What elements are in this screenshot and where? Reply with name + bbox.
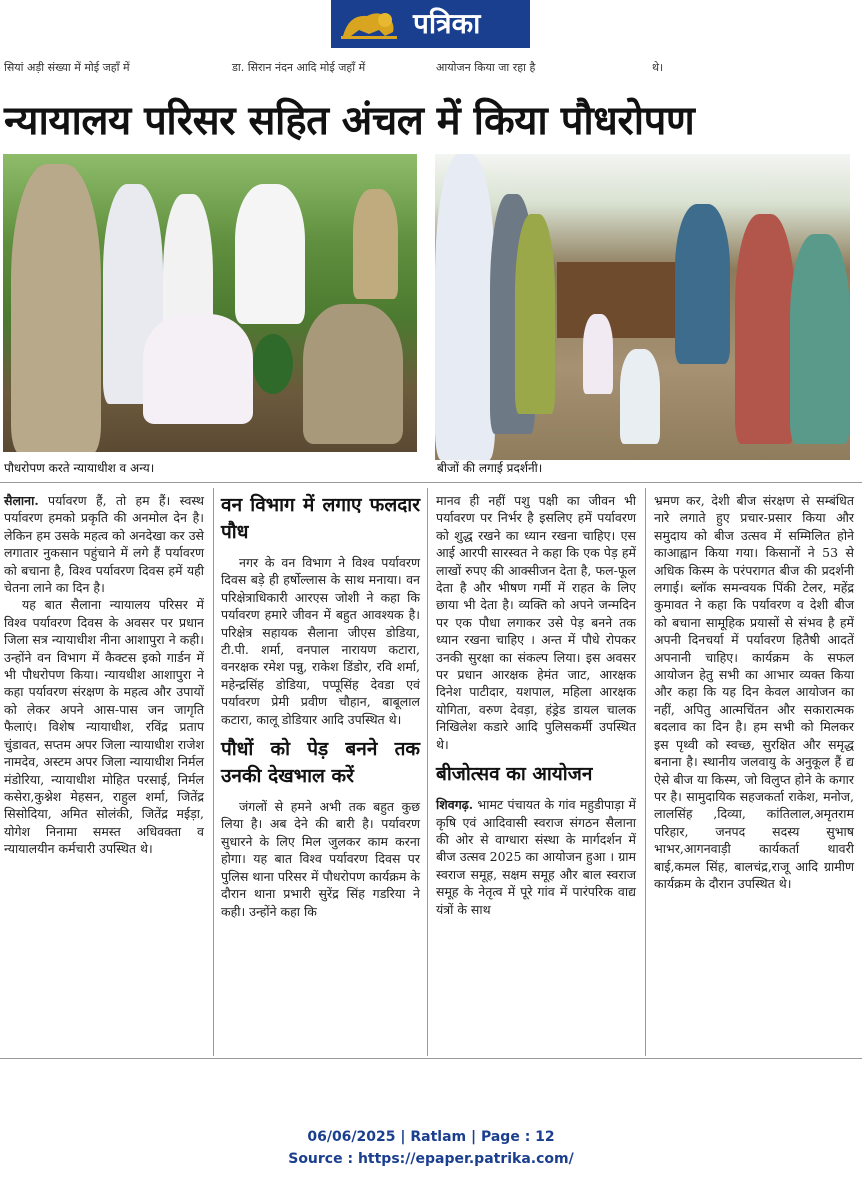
- person-figure: [11, 164, 101, 452]
- subheading: बीजोत्सव का आयोजन: [436, 763, 593, 786]
- strip-text: सियां अड़ी संख्या में मोई जहाँ में: [4, 61, 130, 74]
- person-figure: [790, 234, 850, 444]
- seed-exhibition-photo: [435, 154, 850, 460]
- section-divider: [0, 482, 862, 483]
- section-divider: [0, 1058, 862, 1059]
- strip-text: आयोजन किया जा रहा है: [436, 61, 536, 74]
- paragraph: भ्रमण कर, देशी बीज संरक्षण से सम्बंधित नारे लगाते हुए प्रचार-प्रसार किया और समुदाय को बीज उत्सव में सम्मिलित होने काआह्वान किया गया। किसानों ने 53 से अधिक किस्म के परंपरागत बीज की प्रदर्शनी लगाई। ब्लॉक समन्वयक पिंकी टेलर, महेंद्र कुमावत ने कहा कि पर्यावरण व देशी बीज को बचाना सामूहिक प्रयासों से संभव है हमें अपनी दिनचर्या में पर्यावरण हितैषी आदतें अपनानी चाहिए। कार्यक्रम के सफल आयोजन हेतु सभी का आभार व्यक्त किया और कहा कि यह दिन केवल आयोजन का नहीं, अपितु आत्मचिंतन और सकारात्मक बदलाव का दिन है। हम सभी को मिलकर इस पृथ्वी को स्वच्छ, सुरक्षित और समृद्ध बनाना है। स्थानीय जलवायु के अनुकूल हैं द्य ऐसे बीज या किस्म, जो विलुप्त होने के कगार पर है। सामुदायिक सहजकर्ता राकेश, मनोज, लालसिंह ,दिव्या, कांतिलाल,अमृतराम परिहार, जनपद सदस्य सुभाष भाभर,आगनवाड़ी कार्यकर्ता थावरी बाई,कमल सिंह, बालचंद्र,राजू आदि ग्रामीण कार्यक्रम के दौरान उपस्थित थे।: [654, 493, 854, 891]
- paragraph-text: पर्यावरण हैं, तो हम हैं। स्वस्थ पर्यावरण हमको प्रकृति की अनमोल देन है। लेकिन हम उसके महत्व को अनदेखा कर उसे लगातार नुकसान पहुंचाने में लगे हैं पर्यावरण को बचाना है, विश्व पर्यावरण दिवस हमें यही चेतना लाने का दिन है।: [4, 493, 204, 596]
- strip-text: डा. सिरान नंदन आदि मोई जहाँ में: [232, 61, 366, 74]
- logo-text: पत्रिका: [413, 7, 481, 40]
- child-figure: [620, 349, 660, 444]
- footer-date-edition: 06/06/2025 | Ratlam | Page : 12: [307, 1129, 555, 1145]
- child-figure: [583, 314, 613, 394]
- dateline: सैलाना.: [4, 493, 39, 508]
- column-divider: [645, 488, 646, 1056]
- person-figure: [515, 214, 555, 414]
- subheading: पौधों को पेड़ बनने तक उनकी देखभाल करें: [221, 738, 420, 788]
- paragraph: जंगलों से हमने अभी तक बहुत कुछ लिया है। अब देने की बारी है। पर्यावरण सुधारने के लिए मिल जुलकर काम करना होगा। यह बात विश्व पर्यावरण दिवस पर पुलिस थाना परिसर में पौधरोपण कार्यक्रम के दौरान थाना प्रभारी सुरेंद्र सिंह गडरिया ने कही। उन्होंने कहा कि: [221, 799, 420, 919]
- person-figure: [143, 314, 253, 424]
- subheading: वन विभाग में लगाए फलदार पौध: [221, 494, 420, 543]
- masthead-logo: [331, 0, 530, 48]
- photo2-caption: बीजों की लगाई प्रदर्शनी।: [437, 461, 543, 475]
- paragraph: मानव ही नहीं पशु पक्षी का जीवन भी पर्यावरण पर निर्भर है इसलिए हमें पर्यावरण को शुद्ध रखने का ध्यान रखना चाहिए। एस आई आरपी सारस्वत ने कहा कि एक पेड़ हमें लाखों रुपए की आक्सीजन देता है, फल-फूल देता है और भीषण गर्मी में राहत के लिए छाया भी देता है। व्यक्ति को अपने जन्मदिन पर एक पौधा लगाकर उसे पेड़ बनने तक ध्यान रखना चाहिए । अन्त में पौधे रोपकर उनकी सुरक्षा का संकल्प लिया। इस अवसर पर प्रधान आरक्षक हेमंत जाट, आरक्षक दिनेश पाटीदार, यशपाल, महिला आरक्षक योगिता, वरुण देवड़ा, हंड्रेड डायल चालक निखिलेश कडारे आदि पुलिसकर्मी उपस्थित थे।: [436, 493, 636, 752]
- plantation-photo: [3, 154, 417, 452]
- paragraph: यह बात सैलाना न्यायालय परिसर में विश्व पर्यावरण दिवस के अवसर पर प्रधान जिला सत्र न्यायाधीश नीना आशापुरा ने कही। उन्होंने वन विभाग में कैक्टस इको गार्डन में भी पौधरोपण किया। न्यायधीश आशापुरा ने कहा पर्यावरण संरक्षण के महत्व और उपायों को लेकर अपने आस-पास जन जागृति फैलाएं। विशेष न्यायाधीश, रविंद्र प्रताप चुंडावत, सप्तम अपर जिला न्यायाधीश राजेश नामदेव, अस्टम अपर जिला न्यायाधीश निर्मल मंडोरिया, न्यायाधीश मोहित परसाई, निर्मल कसेरा,कुश्नेश मेहसन, राहुल शर्मा, जितेंद्र सिसोदिया, अमित सोलंकी, जितेंद्र मईड़ा, योगेश निनामा समस्त अधिवक्ता व न्यायालयीन कर्मचारी उपस्थित थे।: [4, 597, 204, 857]
- lion-emblem-icon: [339, 6, 399, 40]
- article-column-4: [654, 492, 854, 892]
- paragraph: [436, 796, 636, 918]
- footer-source-link[interactable]: Source : https://epaper.patrika.com/: [288, 1151, 574, 1167]
- person-figure: [303, 304, 403, 444]
- paragraph: नगर के वन विभाग ने विश्व पर्यावरण दिवस बड़े ही हर्षोल्लास के साथ मनाया। वन परिक्षेत्राधिकारी आरएस जोशी ने कहा कि पर्यावरण हमारे जीवन में बहुत आवश्यक है। परिक्षेत्र सहायक सैलाना जीएस डोडिया, टी.पी. शर्मा, वनपाल नारायण कटारा, वनरक्षक रमेश पन्नु, राकेश डिंडोर, रवि शर्मा, महेन्द्रसिंह डोडिया, पप्पूसिंह देवडा एवं पर्यावरण प्रेमी प्रवीण चौहान, बाबूलाल कटारा, कालू डोडियार आदि उपस्थित थे।: [221, 555, 420, 727]
- person-figure: [675, 204, 730, 364]
- previous-article-strip: [0, 60, 862, 82]
- sapling-figure: [253, 334, 293, 394]
- photo1-caption: पौधरोपण करते न्यायाधीश व अन्य।: [4, 461, 155, 475]
- column-divider: [427, 488, 428, 1056]
- dateline: शिवगढ़.: [436, 797, 474, 813]
- column-divider: [213, 488, 214, 1056]
- article-column-2: [221, 492, 420, 920]
- headline: न्यायालय परिसर सहित अंचल में किया पौधरोपण: [4, 98, 695, 144]
- person-figure: [235, 184, 305, 324]
- paragraph: [4, 492, 204, 596]
- article-column-3: [436, 492, 636, 918]
- article-column-1: [4, 492, 204, 858]
- person-figure: [735, 214, 795, 444]
- person-figure: [353, 189, 398, 299]
- paragraph-text: भामट पंचायत के गांव महुडीपाड़ा में कृषि एवं आदिवासी स्वराज संगठन सैलाना की ओर से वाग्धारा संस्था के मार्गदर्शन में बीज उत्सव 2025 का आयोजन हुआ । ग्राम स्वराज समूह, सक्षम समूह और बाल स्वराज समूह के नेतृत्व में पूरे गांव में पारंपरिक वाद्य यंत्रों के साथ: [436, 797, 636, 917]
- person-figure: [435, 154, 495, 460]
- strip-text: थे।: [652, 61, 664, 74]
